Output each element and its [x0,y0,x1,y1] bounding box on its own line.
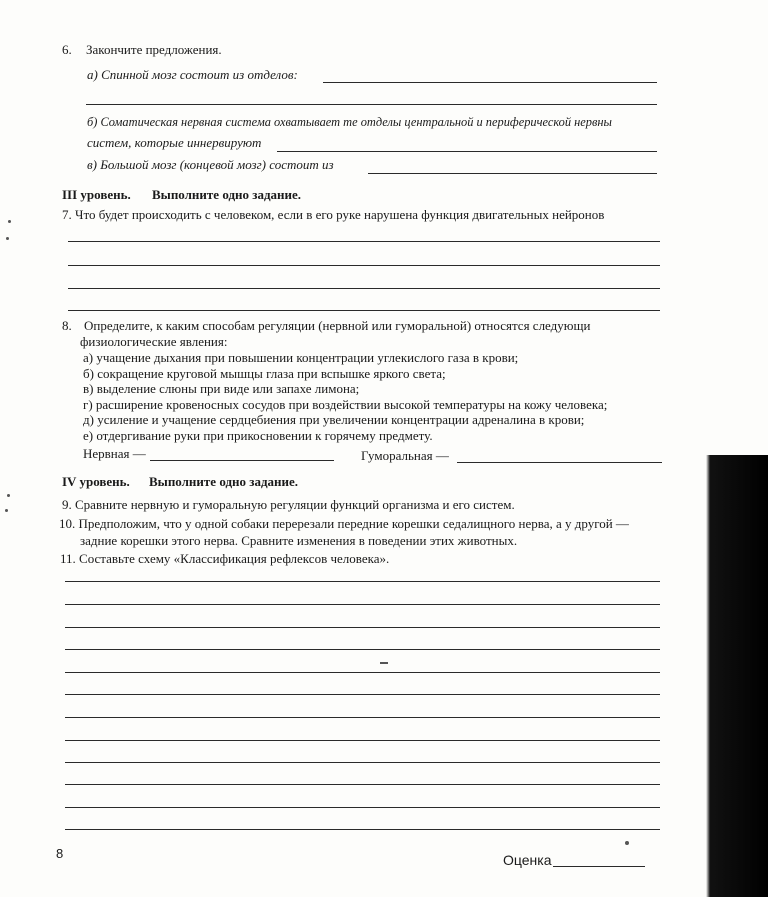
q6-b-line2: систем, которые иннервируют [87,135,262,150]
q8-line1: Определите, к каким способам регуляции (нервной или гуморальной) относятся следующи [84,318,591,333]
answer-line[interactable] [65,694,660,695]
nervous-label: Нервная — [83,446,146,461]
q6-a: а) Спинной мозг состоит из отделов: [87,67,298,82]
grade-label: Оценка [503,852,552,868]
page-number: 8 [56,846,64,861]
answer-line[interactable] [68,265,660,266]
scan-shadow [658,455,768,897]
grade-answer-line[interactable] [553,866,645,867]
q6-c: в) Большой мозг (концевой мозг) состоит из [87,157,334,172]
q11-text: 11. Составьте схему «Классификация рефлексов человека». [60,551,390,566]
answer-line[interactable] [86,104,657,105]
answer-line[interactable] [65,604,660,605]
q6-b-line1: б) Соматическая нервная система охватывает те отделы центральной и периферической нервны [87,115,612,129]
answer-line[interactable] [68,288,660,289]
level4-heading: IV уровень. [62,474,130,489]
answer-line[interactable] [65,784,660,785]
q8-item: г) расширение кровеносных сосудов при воздействии высокой температуры на кожу человека; [83,397,608,412]
answer-line[interactable] [323,82,657,83]
answer-line[interactable] [65,717,660,718]
answer-line[interactable] [68,241,660,242]
answer-line[interactable] [65,672,660,673]
q6-number: 6. [62,42,72,57]
q8-line2: физиологические явления: [80,334,228,349]
q8-number: 8. [62,318,72,333]
scan-speck [5,509,8,512]
answer-line[interactable] [65,581,660,582]
answer-line[interactable] [277,151,657,152]
q7-text: 7. Что будет происходить с человеком, если в его руке нарушена функция двигательных нейронов [62,207,605,222]
answer-line[interactable] [65,829,660,830]
humoral-label: Гуморальная — [361,448,449,463]
scan-speck [6,237,9,240]
q8-item: е) отдергивание руки при прикосновении к горячему предмету. [83,428,433,443]
level4-instruction: Выполните одно задание. [149,474,299,489]
answer-line[interactable] [368,173,657,174]
answer-line[interactable] [65,627,660,628]
humoral-answer-line[interactable] [457,462,662,463]
q8-item: д) усиление и учащение сердцебиения при увеличении концентрации адреналина в крови; [83,412,585,427]
scan-speck [8,220,11,223]
q10-line2: задние корешки этого нерва. Сравните изменения в поведении этих животных. [80,533,518,548]
answer-line[interactable] [65,762,660,763]
scan-speck [380,662,388,664]
answer-line[interactable] [65,649,660,650]
answer-line[interactable] [65,740,660,741]
level3-instruction: Выполните одно задание. [152,187,302,202]
answer-line[interactable] [68,310,660,311]
scan-speck [7,494,10,497]
level3-heading: III уровень. [62,187,131,202]
q8-item: б) сокращение круговой мышцы глаза при вспышке яркого света; [83,366,446,381]
nervous-answer-line[interactable] [150,460,334,461]
answer-line[interactable] [65,807,660,808]
q8-item: в) выделение слюны при виде или запахе лимона; [83,381,360,396]
q9-text: 9. Сравните нервную и гуморальную регуляции функций организма и его систем. [62,497,515,512]
q6-prompt: Закончите предложения. [86,42,222,57]
q8-item: а) учащение дыхания при повышении концентрации углекислого газа в крови; [83,350,519,365]
q10-line1: 10. Предположим, что у одной собаки перерезали передние корешки седалищного нерва, а у другой — [59,516,629,531]
scan-speck [625,841,629,845]
